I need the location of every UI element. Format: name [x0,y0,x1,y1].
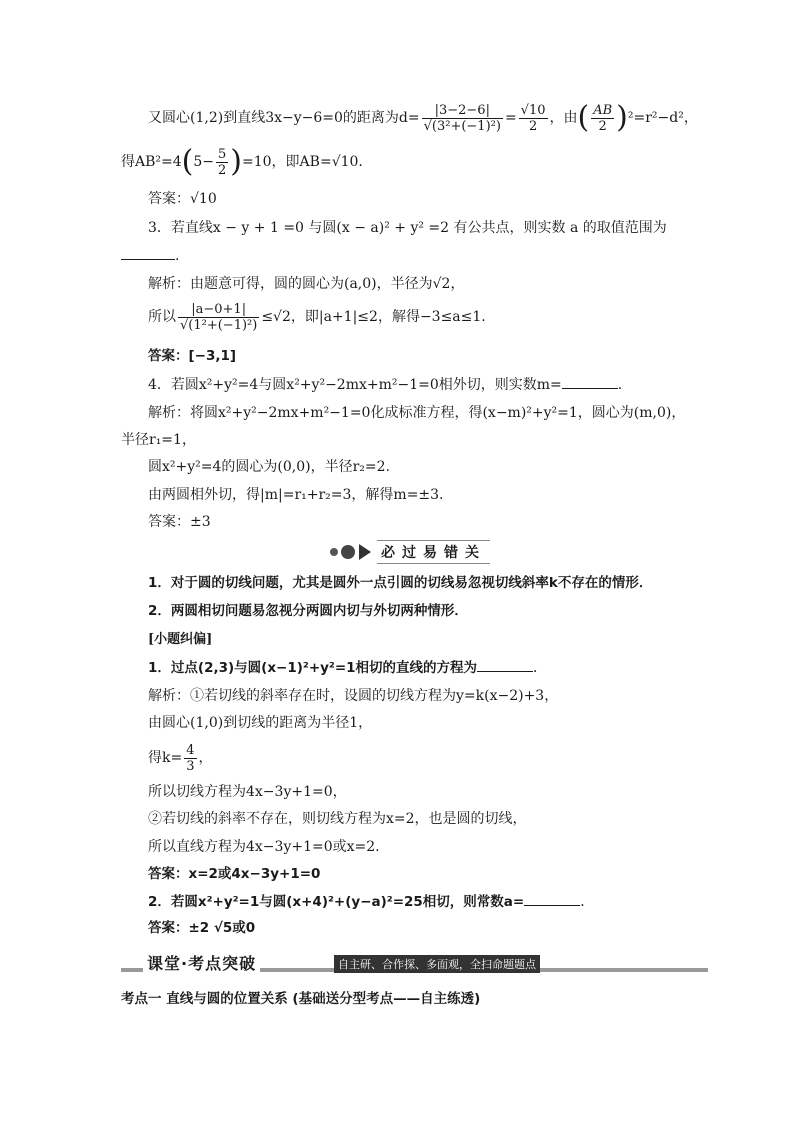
fraction-ab-over-2 [591,103,614,134]
numerator: 5 [218,146,227,162]
mistake-1: 1．对于圆的切线问题，尤其是圆外一点引圆的切线易忽视切线斜率k不存在的情形． [148,575,653,591]
key-point-heading: 考点一 直线与圆的位置关系 (基础送分型考点——自主练透) [121,991,481,1007]
right-paren: ) [616,100,628,135]
solution-continuation-line [148,98,698,138]
solution-3-line-1: 解析：由题意可得，圆的圆心为(a,0)，半径为√2， [148,276,465,292]
denominator: 2 [528,118,538,134]
answer-blank [121,247,175,260]
text-fragment: 1．过点(2,3)与圆(x−1)²+y²=1相切的直线的方程为 [148,660,478,676]
question-3-blank-line [121,247,179,265]
text-fragment: 4．若圆x²+y²=4与圆x²+y²−2mx+m²−1=0相外切，则实数m= [148,377,562,393]
question-3: 3．若直线x − y + 1 =0 与圆(x − a)² + y² =2 有公共点，则实数 a 的取值范围为 [148,220,667,236]
left-paren: ( [577,100,590,135]
numerator: |a−0+1| [178,302,259,318]
fraction-distance [178,302,259,333]
fraction-5-over-2 [216,147,228,178]
section-header-common-mistakes [330,541,490,563]
denominator: 2 [218,162,227,178]
answer-line: 答案：[−3,1] [148,348,237,364]
banner-title: 课堂·考点突破 [143,951,260,974]
banner-subtitle: 自主研、合作探、多面观，全扫命题题点 [334,955,540,973]
practice-solution-line-5: ②若切线的斜率不存在，则切线方程为x=2，也是圆的切线， [148,811,527,827]
text-fragment: 得k= [148,750,183,766]
text-fragment: . [175,248,180,264]
left-paren: ( [181,144,194,179]
section-title: 必过易错关 [377,540,490,564]
practice-solution-line-1: 解析：①若切线的斜率存在时，设圆的切线方程为y=k(x−2)+3， [148,688,559,704]
text-fragment: ． [533,660,548,676]
practice-solution-line-2: 由圆心(1,0)到切线的距离为半径1， [148,715,373,731]
right-paren: ) [230,144,243,179]
text-fragment: 所以 [148,309,176,325]
text-fragment: ²=r²−d²， [627,110,698,126]
text-fragment: ． [580,894,595,910]
text-fragment: 又圆心(1,2)到直线3x−y−6=0的距离为d= [148,110,420,126]
solution-4-line-1: 解析：将圆x²+y²−2mx+m²−1=0化成标准方程，得(x−m)²+y²=1，圆心为(m,0)， [148,405,686,421]
subsection-tag: [小题纠偏] [148,632,213,647]
text-fragment: ≤√2，即|a+1|≤2，解得−3≤a≤1. [261,309,486,325]
answer-blank [477,659,533,672]
numerator: AB [593,102,613,118]
bullet-dot-icon [341,545,355,559]
section-banner [121,951,708,975]
solution-4-line-3: 圆x²+y²=4的圆心为(0,0)，半径r₂=2. [148,459,390,475]
practice-solution-line-3 [148,738,213,778]
practice-solution-line-6: 所以直线方程为4x−3y+1=0或x=2. [148,839,380,855]
numerator: 4 [186,742,195,758]
numerator: |3−2−6| [422,103,503,119]
denominator: 3 [186,758,195,774]
denominator: √(3²+(−1)²) [423,118,501,134]
text-fragment: ，由 [549,110,578,126]
answer-line: 答案：±3 [148,514,211,530]
fraction-sqrt10-over-2 [519,103,548,134]
solution-result-line [121,142,363,182]
text-fragment: =10，即AB=√10. [242,154,363,170]
answer-blank [524,893,580,906]
answer-line: 答案：√10 [148,191,217,207]
fraction-4-over-3 [184,743,196,774]
text-fragment: = [504,110,517,126]
text-fragment: ， [198,750,213,766]
denominator: 2 [598,118,607,134]
answer-line: 答案：±2 √5或0 [148,920,256,936]
denominator: √(1²+(−1)²) [180,317,258,333]
solution-4-line-2: 半径r₁=1， [121,432,196,448]
practice-question-2 [148,893,594,911]
practice-solution-line-4: 所以切线方程为4x−3y+1=0， [148,784,347,800]
text-fragment: 2．若圆x²+y²=1与圆(x+4)²+(y−a)²=25相切，则常数a= [148,894,525,910]
arrow-right-icon [359,544,371,560]
text-fragment: 得AB²=4 [121,154,182,170]
solution-3-line-2 [148,297,486,337]
practice-question-1 [148,659,547,677]
text-fragment: 5− [193,154,215,170]
numerator: √10 [520,102,546,118]
answer-line: 答案：x=2或4x−3y+1=0 [148,866,321,882]
bullet-dot-icon [330,548,338,556]
question-4 [148,376,622,394]
mistake-2: 2．两圆相切问题易忽视分两圆内切与外切两种情形． [148,603,468,619]
solution-4-line-4: 由两圆相外切，得|m|=r₁+r₂=3，解得m=±3. [148,487,444,503]
answer-blank [562,376,618,389]
text-fragment: . [617,377,623,393]
fraction-distance [422,103,503,134]
